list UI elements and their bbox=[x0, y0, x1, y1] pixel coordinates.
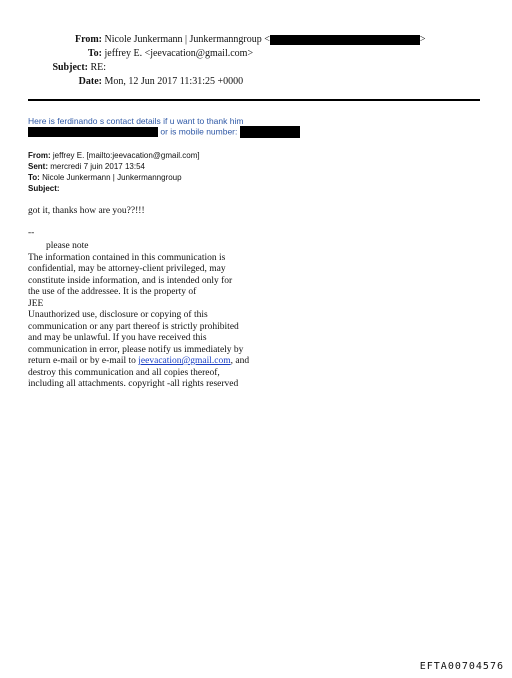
note-heading: please note bbox=[46, 241, 89, 251]
forwarded-header bbox=[28, 150, 200, 194]
disclaimer-block bbox=[28, 241, 249, 391]
disclaimer-line: and may be unlawful. If you have received this bbox=[28, 333, 207, 343]
subject-value: RE: bbox=[90, 62, 107, 73]
to-label: To: bbox=[87, 48, 102, 59]
fwd-subject-label: Subject: bbox=[28, 184, 60, 193]
email-to-row bbox=[28, 48, 253, 60]
disclaimer-line: including all attachments. copyright -all rights reserved bbox=[28, 379, 239, 389]
email-link[interactable]: jeevacation@gmail.com bbox=[138, 356, 231, 366]
subject-label: Subject: bbox=[52, 62, 88, 73]
fwd-from-label: From: bbox=[28, 151, 51, 160]
reply-line-1: Here is ferdinando s contact details if u want to thank him bbox=[28, 116, 244, 126]
disclaimer-line: The information contained in this communication is bbox=[28, 252, 226, 263]
reply-line-2 bbox=[28, 126, 300, 138]
disclaimer-line: JEE bbox=[28, 298, 44, 309]
from-value: Nicole Junkermann | Junkermanngroup < bbox=[104, 34, 270, 45]
message-body: got it, thanks how are you??!!! bbox=[28, 206, 145, 216]
from-tail: > bbox=[419, 34, 426, 45]
document-id: EFTA00704576 bbox=[419, 661, 504, 672]
disclaimer-line: Unauthorized use, disclosure or copying of this bbox=[28, 310, 208, 320]
fwd-to-value: Nicole Junkermann | Junkermanngroup bbox=[42, 173, 182, 182]
notify-prefix: return e-mail or by e-mail to bbox=[28, 356, 139, 366]
to-value: jeffrey E. <jeevacation@gmail.com> bbox=[104, 48, 254, 59]
reply-line-2-text: or is mobile number: bbox=[160, 126, 238, 137]
date-label: Date: bbox=[78, 76, 102, 87]
disclaimer-line: communication in error, please notify us immediately by bbox=[28, 344, 244, 355]
disclaimer-line: communication or any part thereof is strictly prohibited bbox=[28, 321, 239, 332]
disclaimer-line: destroy this communication and all copies thereof, bbox=[28, 367, 220, 378]
fwd-to-label: To: bbox=[28, 173, 40, 182]
disclaimer-line: constitute inside information, and is intended only for bbox=[28, 275, 233, 286]
signature-separator: -- bbox=[28, 228, 35, 238]
fwd-from-value: jeffrey E. [mailto:jeevacation@gmail.com] bbox=[52, 151, 200, 160]
redacted-block bbox=[28, 127, 158, 137]
fwd-from-row bbox=[28, 150, 200, 161]
notify-line bbox=[28, 356, 249, 368]
redacted-block bbox=[240, 126, 300, 138]
fwd-sent-label: Sent: bbox=[28, 162, 48, 171]
fwd-sent-value: mercredi 7 juin 2017 13:54 bbox=[50, 162, 145, 171]
email-from-row bbox=[28, 34, 426, 46]
fwd-to-row bbox=[28, 172, 200, 183]
disclaimer-line: confidential, may be attorney-client privileged, may bbox=[28, 264, 226, 274]
email-subject-row bbox=[28, 62, 106, 74]
date-value: Mon, 12 Jun 2017 11:31:25 +0000 bbox=[104, 76, 244, 87]
header-divider bbox=[28, 99, 480, 101]
notify-suffix: , and bbox=[230, 356, 250, 366]
redacted-block bbox=[270, 35, 420, 45]
disclaimer-line: the use of the addressee. It is the property of bbox=[28, 287, 197, 297]
email-date-row bbox=[28, 76, 243, 88]
fwd-sent-row bbox=[28, 161, 200, 172]
fwd-subject-row bbox=[28, 183, 200, 194]
from-label: From: bbox=[74, 34, 102, 45]
